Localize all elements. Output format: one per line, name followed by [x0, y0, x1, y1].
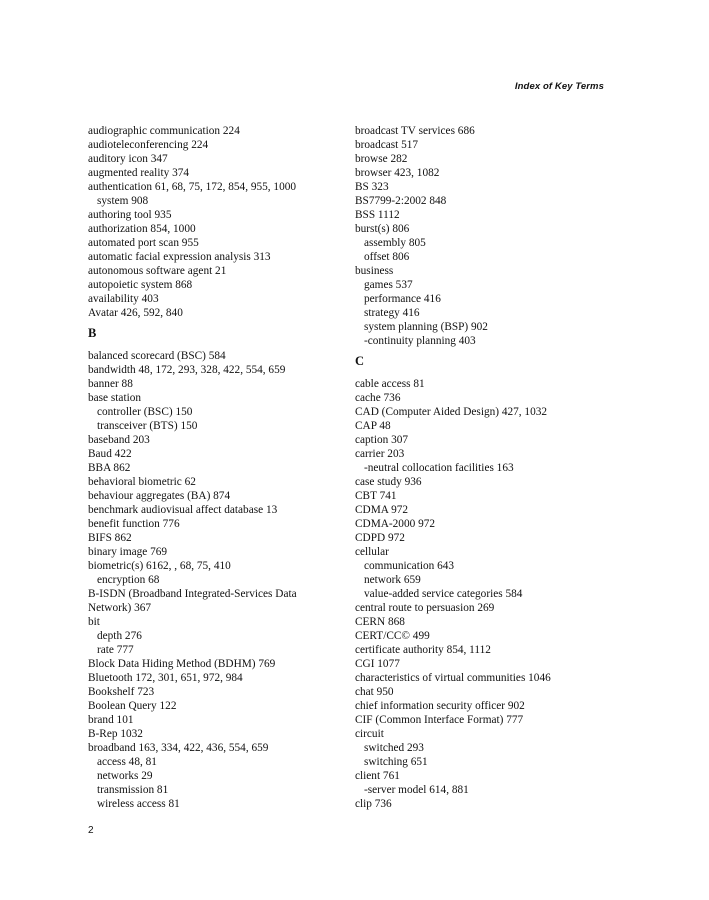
- running-header: Index of Key Terms: [514, 81, 604, 92]
- index-column-right: [355, 124, 615, 811]
- index-subentry: controller (BSC) 150: [97, 406, 193, 418]
- index-entry: CBT 741: [355, 490, 397, 502]
- index-subentry: transmission 81: [97, 784, 169, 796]
- index-entry: broadband 163, 334, 422, 436, 554, 659: [88, 742, 269, 754]
- index-entry: benefit function 776: [88, 518, 180, 530]
- index-entry: CAP 48: [355, 420, 391, 432]
- index-entry: Network) 367: [88, 602, 152, 614]
- index-entry: authentication 61, 68, 75, 172, 854, 955, 1000: [88, 181, 297, 193]
- index-entry: cellular: [355, 546, 389, 558]
- index-entry: automatic facial expression analysis 313: [88, 251, 271, 263]
- index-entry: browse 282: [355, 153, 408, 165]
- index-entry: BS7799-2:2002 848: [355, 195, 447, 207]
- index-entry: BS 323: [355, 181, 389, 193]
- index-subentry: wireless access 81: [97, 798, 180, 810]
- index-subentry: strategy 416: [364, 307, 420, 319]
- index-entry: cache 736: [355, 392, 401, 404]
- index-column-left: [88, 124, 328, 811]
- index-entry: Baud 422: [88, 448, 132, 460]
- index-entry: Boolean Query 122: [88, 700, 177, 712]
- index-entry: browser 423, 1082: [355, 167, 440, 179]
- index-subentry: switching 651: [364, 756, 428, 768]
- index-entry: banner 88: [88, 378, 133, 390]
- index-entry: client 761: [355, 770, 400, 782]
- index-entry: BBA 862: [88, 462, 131, 474]
- index-entry: CIF (Common Interface Format) 777: [355, 714, 524, 726]
- index-entry: balanced scorecard (BSC) 584: [88, 350, 226, 362]
- index-entry: B-ISDN (Broadband Integrated-Services Data: [88, 588, 297, 600]
- index-entry: characteristics of virtual communities 1046: [355, 672, 551, 684]
- index-entry: certificate authority 854, 1112: [355, 644, 491, 656]
- index-entry: base station: [88, 392, 142, 404]
- index-entry: autopoietic system 868: [88, 279, 193, 291]
- index-subentry: transceiver (BTS) 150: [97, 420, 198, 432]
- index-entry: Block Data Hiding Method (BDHM) 769: [88, 658, 276, 670]
- index-subentry: rate 777: [97, 644, 134, 656]
- index-entry: Avatar 426, 592, 840: [88, 307, 183, 319]
- index-entry: CERN 868: [355, 616, 405, 628]
- index-entry: burst(s) 806: [355, 223, 410, 235]
- index-subentry: -neutral collocation facilities 163: [364, 462, 514, 474]
- index-entry: brand 101: [88, 714, 134, 726]
- index-entry: case study 936: [355, 476, 422, 488]
- index-subentry: networks 29: [97, 770, 153, 782]
- index-entry: authorization 854, 1000: [88, 223, 196, 235]
- index-entry: BSS 1112: [355, 209, 400, 221]
- index-entry: caption 307: [355, 434, 409, 446]
- index-entry: audioteleconferencing 224: [88, 139, 209, 151]
- index-entry: audiographic communication 224: [88, 125, 240, 137]
- index-subentry: depth 276: [97, 630, 142, 642]
- index-subentry: network 659: [364, 574, 421, 586]
- index-entry: CDMA 972: [355, 504, 409, 516]
- index-entry: baseband 203: [88, 434, 150, 446]
- index-entry: chat 950: [355, 686, 394, 698]
- index-subentry: system 908: [97, 195, 149, 207]
- index-subentry: offset 806: [364, 251, 410, 263]
- index-entry: carrier 203: [355, 448, 405, 460]
- section-letter: C: [355, 354, 365, 368]
- index-entry: circuit: [355, 728, 384, 740]
- index-subentry: encryption 68: [97, 574, 160, 586]
- index-subentry: -server model 614, 881: [364, 784, 469, 796]
- index-entry: broadcast TV services 686: [355, 125, 475, 137]
- index-entry: behaviour aggregates (BA) 874: [88, 490, 231, 502]
- index-entry: bit: [88, 616, 100, 628]
- index-subentry: performance 416: [364, 293, 441, 305]
- index-entry: cable access 81: [355, 378, 425, 390]
- index-entry: CAD (Computer Aided Design) 427, 1032: [355, 406, 548, 418]
- index-entry: business: [355, 265, 394, 277]
- index-entry: authoring tool 935: [88, 209, 172, 221]
- index-entry: benchmark audiovisual affect database 13: [88, 504, 278, 516]
- section-letter: B: [88, 326, 97, 340]
- index-entry: CERT/CC© 499: [355, 630, 430, 642]
- index-entry: automated port scan 955: [88, 237, 199, 249]
- index-subentry: access 48, 81: [97, 756, 157, 768]
- index-subentry: -continuity planning 403: [364, 335, 476, 347]
- index-entry: availability 403: [88, 293, 159, 305]
- index-subentry: assembly 805: [364, 237, 426, 249]
- index-entry: bandwidth 48, 172, 293, 328, 422, 554, 659: [88, 364, 286, 376]
- index-entry: Bookshelf 723: [88, 686, 155, 698]
- index-entry: broadcast 517: [355, 139, 419, 151]
- index-entry: binary image 769: [88, 546, 168, 558]
- index-subentry: communication 643: [364, 560, 455, 572]
- index-subentry: switched 293: [364, 742, 424, 754]
- index-entry: Bluetooth 172, 301, 651, 972, 984: [88, 672, 243, 684]
- index-entry: clip 736: [355, 798, 392, 810]
- index-entry: augmented reality 374: [88, 167, 190, 179]
- index-entry: biometric(s) 6162, , 68, 75, 410: [88, 560, 231, 572]
- index-entry: autonomous software agent 21: [88, 265, 227, 277]
- index-subentry: value-added service categories 584: [364, 588, 523, 600]
- index-entry: CDPD 972: [355, 532, 405, 544]
- index-subentry: games 537: [364, 279, 413, 291]
- index-entry: B-Rep 1032: [88, 728, 143, 740]
- index-entry: CDMA-2000 972: [355, 518, 436, 530]
- index-entry: BIFS 862: [88, 532, 132, 544]
- index-entry: central route to persuasion 269: [355, 602, 495, 614]
- index-entry: auditory icon 347: [88, 153, 168, 165]
- index-entry: CGI 1077: [355, 658, 400, 670]
- index-entry: chief information security officer 902: [355, 700, 525, 712]
- index-entry: behavioral biometric 62: [88, 476, 196, 488]
- index-subentry: system planning (BSP) 902: [364, 321, 488, 333]
- page-number: 2: [88, 825, 94, 836]
